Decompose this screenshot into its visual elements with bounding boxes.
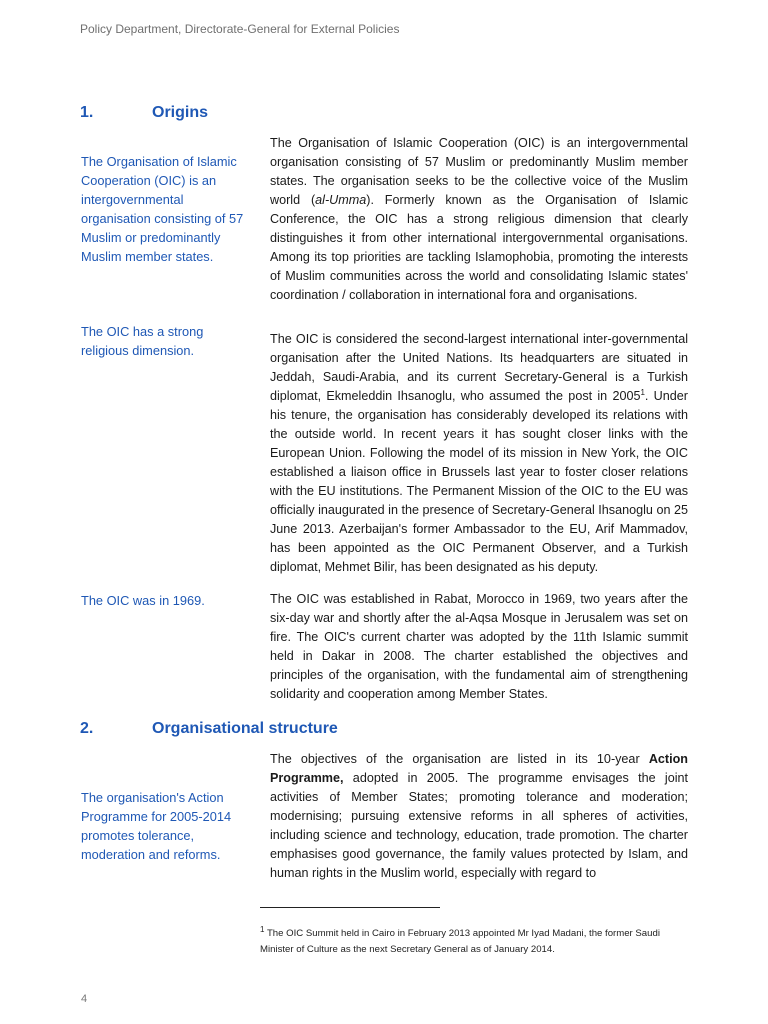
footnote-divider bbox=[260, 907, 440, 908]
text-run: The objectives of the organisation are listed in its 10-year bbox=[270, 752, 649, 766]
paragraph-structure-1 bbox=[270, 750, 688, 883]
section-title: Origins bbox=[152, 104, 209, 121]
footnote-marker: 1 bbox=[260, 924, 265, 934]
section-number: 2. bbox=[80, 720, 94, 737]
section-heading-origins bbox=[80, 104, 208, 122]
section-heading-organisational-structure bbox=[80, 720, 338, 738]
footnote-text: The OIC Summit held in Cairo in February 2013 appointed Mr Iyad Madani, the former Saudi Minister of Culture as the next Secretary General as of January 2014. bbox=[260, 928, 660, 955]
text-run: . Under his tenure, the organisation has considerably developed its relations with the outside world. In recent years it has sought closer links with the European Union. Following the model of its mission in New York, the OIC established a liaison office in Brussels last year to foster closer relations with the EU institutions. The Permanent Mission of the OIC to the EU was officially inaugurated in the presence of Secretary-General Ihsanoglu on 25 June 2013. Azerbaijan's former Ambassador to the EU, Arif Mammadov, has been appointed as the OIC Permanent Observer, and a Turkish diplomat, Mehmet Bilir, has been designated as his deputy. bbox=[270, 389, 688, 574]
text-run: adopted in 2005. The programme envisages the joint activities of Member States; promoting tolerance and moderation; modernising; pursuing extensive reforms in all spheres of activities, including science and technology, education, trade promotion. The charter emphasises good governance, the family values protected by Islam, and human rights in the Muslim world, especially with regard to bbox=[270, 771, 688, 880]
section-number: 1. bbox=[80, 104, 94, 121]
sidenote-religious-dimension: The OIC has a strong religious dimension. bbox=[81, 324, 204, 358]
text-run-bold: Action Programme, bbox=[270, 752, 688, 785]
text-run: The OIC is considered the second-largest international inter-governmental organisation after the United Nations. Its headquarters are situated in Jeddah, Saudi-Arabia, and its current Secretary-General is a Turkish diplomat, Ekmeleddin Ihsanoglu, who assumed the post in 2005 bbox=[270, 332, 688, 403]
sidenote-oic-definition: The Organisation of Islamic Cooperation (OIC) is an intergovernmental organisation consisting of 57 Muslim or predominantly Muslim member states. bbox=[81, 154, 244, 264]
text-run-italic: al-Umma bbox=[315, 193, 367, 207]
section-title: Organisational structure bbox=[152, 720, 338, 737]
paragraph-origins-2 bbox=[270, 330, 688, 577]
running-header: Policy Department, Directorate-General for External Policies bbox=[80, 22, 400, 36]
text-run: ). Formerly known as the Organisation of Islamic Conference, the OIC has a strong religious dimension that clearly distinguishes it from other international intergovernmental organisations. Among its top priorities are tackling Islamophobia, promoting the interests of Muslim communities across the world and consolidating Islamic states' coordination / collaboration in international fora and organisations. bbox=[270, 193, 688, 302]
text-run: The Organisation of Islamic Cooperation (OIC) is an intergovernmental organisation consisting of 57 Muslim or predominantly Muslim member states. The organisation seeks to be the collective voice of the Muslim world ( bbox=[270, 136, 688, 207]
footnote-reference[interactable]: 1 bbox=[640, 387, 645, 397]
footnote bbox=[260, 926, 690, 958]
text-run: The OIC was established in Rabat, Morocco in 1969, two years after the six-day war and shortly after the al-Aqsa Mosque in Jerusalem was set on fire. The OIC's current charter was adopted by the 11th Islamic summit held in Dakar in 2008. The charter established the objectives and principles of the organisation, with the fundamental aim of strengthening solidarity and cooperation among Member States. bbox=[270, 592, 688, 701]
sidenote-action-programme: The organisation's Action Programme for 2005-2014 promotes tolerance, moderation and reforms. bbox=[81, 790, 232, 862]
paragraph-origins-1 bbox=[270, 134, 688, 305]
page-number: 4 bbox=[81, 993, 88, 1005]
paragraph-origins-3 bbox=[270, 590, 688, 704]
sidenote-founding-year: The OIC was in 1969. bbox=[81, 593, 205, 608]
